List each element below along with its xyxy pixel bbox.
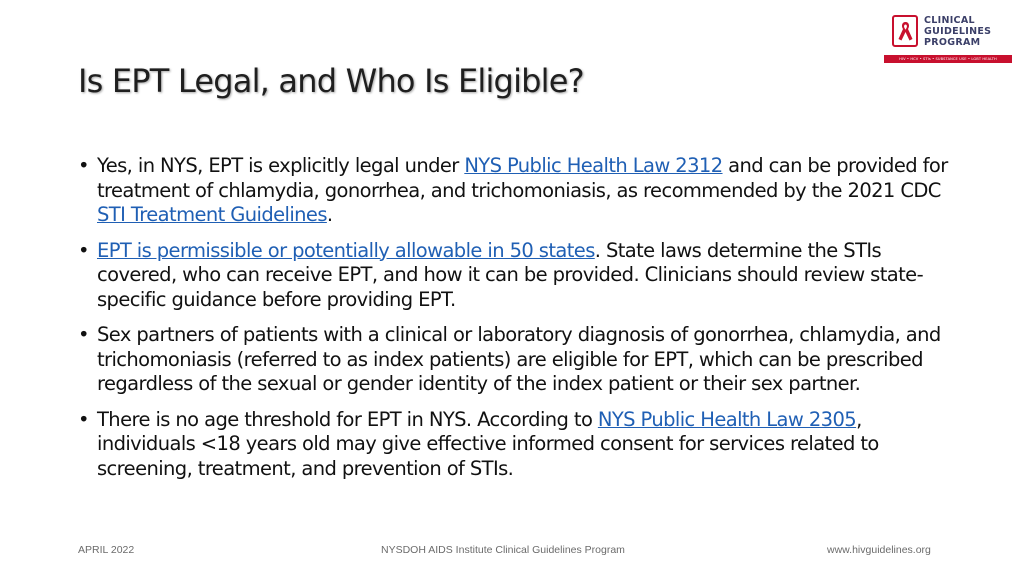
nys-public-health-law-2305-link[interactable]: NYS Public Health Law 2305	[597, 407, 857, 431]
bullet-text: Yes, in NYS, EPT is explicitly legal under	[97, 154, 465, 177]
logo-line-1: CLINICAL	[924, 15, 975, 26]
bullet-marker: •	[78, 407, 89, 431]
ept-50-states-link[interactable]: EPT is permissible or potentially allowable in 50 states	[97, 238, 595, 262]
logo-line-3: PROGRAM	[924, 37, 981, 48]
logo-emblem	[892, 15, 918, 47]
bullet-item	[78, 408, 948, 482]
bullet-list	[78, 154, 948, 492]
nys-public-health-law-2312-link[interactable]: NYS Public Health Law 2312	[464, 154, 723, 177]
red-ribbon-icon	[897, 20, 914, 43]
clinical-guidelines-program-logo	[884, 12, 1012, 64]
bullet-item	[78, 323, 948, 397]
bullet-marker: •	[78, 323, 89, 346]
footer-url: www.hivguidelines.org	[827, 544, 931, 556]
bullet-text: , individuals <18 years old may give effective informed consent for services related to screening, treatment, and prevention of STIs.	[97, 407, 879, 480]
footer-date: APRIL 2022	[78, 544, 135, 556]
bullet-text: and can be provided for treatment of chlamydia, gonorrhea, and trichomoniasis, as recommended by the 2021 CDC	[97, 154, 948, 202]
bullet-text: Sex partners of patients with a clinical or laboratory diagnosis of gonorrhea, chlamydia, and trichomoniasis (referred to as index patients) are eligible for EPT, which can be prescribed regardless of the sexual or gender identity of the index patient or their sex partner.	[97, 323, 941, 395]
sti-treatment-guidelines-link[interactable]: STI Treatment Guidelines	[97, 203, 327, 226]
logo-tagline: HIV • HCV • STIs • SUBSTANCE USE • LGBT HEALTH	[884, 55, 1012, 63]
bullet-text: . State laws determine the STIs covered, who can receive EPT, and how it can be provided. Clinicians should review state-specific guidance before providing EPT.	[97, 238, 924, 311]
footer-program: NYSDOH AIDS Institute Clinical Guidelines Program	[381, 544, 625, 556]
bullet-text: .	[326, 203, 333, 226]
bullet-item	[78, 239, 948, 313]
bullet-item	[78, 154, 948, 228]
bullet-text: There is no age threshold for EPT in NYS. According to	[97, 407, 598, 431]
logo-wordmark	[924, 15, 991, 48]
logo-line-2: GUIDELINES	[924, 26, 992, 37]
bullet-marker: •	[78, 238, 89, 262]
slide-title: Is EPT Legal, and Who Is Eligible?	[78, 62, 584, 100]
bullet-marker: •	[78, 154, 89, 177]
